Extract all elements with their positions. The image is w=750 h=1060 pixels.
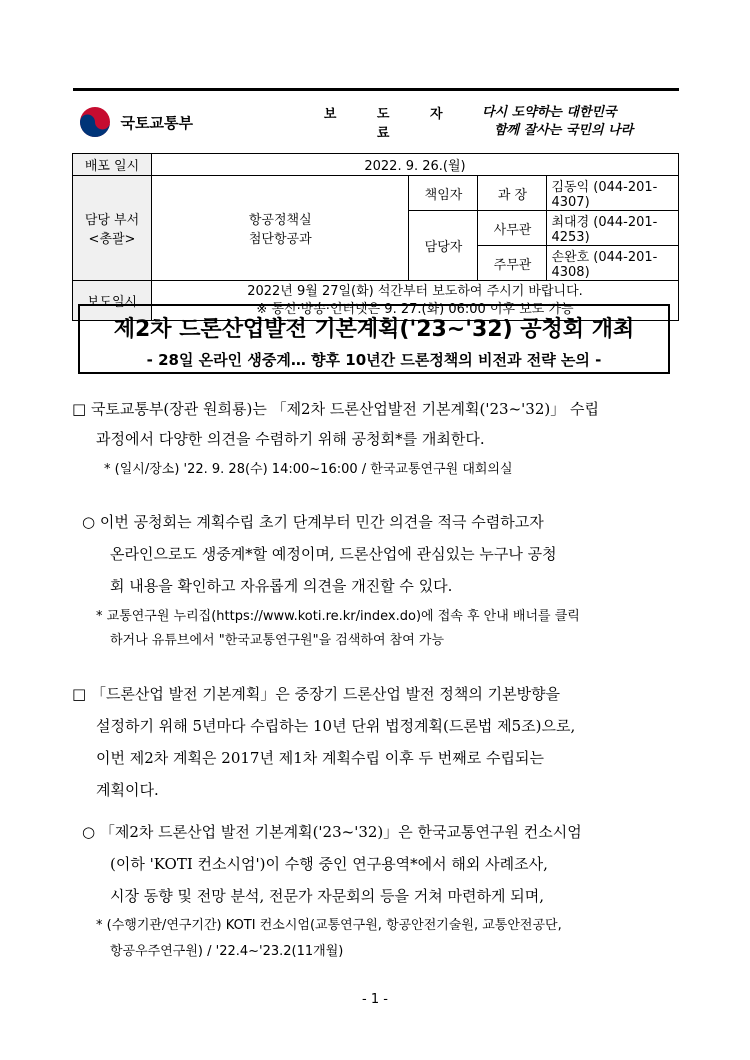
dept-label: 담당 부서: [84, 213, 140, 228]
contact-name-2: 손완호 (044-201-4308): [547, 246, 679, 281]
dept-sub: <총괄>: [88, 232, 136, 247]
header-table: [72, 88, 679, 321]
note-1: * (일시/장소) '22. 9. 28(수) 14:00~16:00 / 한국교통연구원 대회의실: [104, 462, 513, 477]
subhead: - 28일 온라인 생중계… 향후 10년간 드론정책의 비전과 전략 논의 -: [146, 351, 602, 369]
slogan: [478, 90, 679, 154]
release-title: 보 도 자 료: [306, 90, 478, 154]
dept-label-cell: [73, 176, 152, 281]
para-4-line3: 시장 동향 및 전망 분석, 전문가 자문회의 등을 거쳐 마련하게 되며,: [110, 887, 544, 905]
contact-name-1: 최대경 (044-201-4253): [547, 211, 679, 246]
dist-label: 배포 일시: [73, 154, 152, 176]
headline-box: [78, 304, 670, 374]
contact-role-0: 과 장: [478, 176, 547, 211]
para-3-line1: □ 「드론산업 발전 기본계획」은 중장기 드론산업 발전 정책의 기본방향을: [72, 685, 561, 703]
report-line2: ※ 통신·방송·인터넷은 9. 27.(화) 06:00 이후 보도 가능: [256, 301, 574, 317]
note-3-line2: 항공우주연구원) / '22.4~'23.2(11개월): [110, 944, 344, 959]
resp-label: 책임자: [409, 176, 478, 211]
para-2-line1: ○ 이번 공청회는 계획수립 초기 단계부터 민간 의견을 적극 수렴하고자: [82, 513, 544, 531]
ministry-logo: [77, 104, 303, 140]
para-2-line2: 온라인으로도 생중계*할 예정이며, 드론산업에 관심있는 누구나 공청: [110, 545, 557, 563]
dept-2: 첨단항공과: [248, 232, 312, 247]
para-2-line3: 회 내용을 확인하고 자유롭게 의견을 개진할 수 있다.: [110, 577, 453, 595]
para-4-line1: ○ 「제2차 드론산업 발전 기본계획('23~'32)」은 한국교통연구원 컨소시엄: [82, 823, 582, 841]
contact-role-1: 사무관: [478, 211, 547, 246]
para-3-line2: 설정하기 위해 5년마다 수립하는 10년 단위 법정계획(드론법 제5조)으로,: [96, 717, 576, 735]
contact-name-0: 김동익 (044-201-4307): [547, 176, 679, 211]
note-2-line1: * 교통연구원 누리집(https://www.koti.re.kr/index.do)에 접속 후 안내 배너를 클릭: [96, 609, 580, 624]
taegeuk-icon: [77, 104, 113, 140]
slogan-line1: 다시 도약하는 대한민국: [481, 105, 617, 120]
dept-names: [152, 176, 409, 281]
para-1-line2: 과정에서 다양한 의견을 수렴하기 위해 공청회*를 개최한다.: [96, 430, 485, 448]
staff-label: 담당자: [409, 211, 478, 281]
para-3-line3: 이번 제2차 계획은 2017년 제1차 계획수립 이후 두 번째로 수립되는: [96, 749, 544, 767]
ministry-name: 국토교통부: [120, 113, 193, 132]
dept-1: 항공정책실: [248, 213, 312, 228]
headline: 제2차 드론산업발전 기본계획('23~'32) 공청회 개최: [113, 317, 635, 342]
note-3-line1: * (수행기관/연구기간) KOTI 컨소시엄(교통연구원, 항공안전기술원, 교통안전공단,: [96, 918, 562, 933]
dist-date: 2022. 9. 26.(월): [152, 154, 679, 176]
note-2-line2: 하거나 유튜브에서 "한국교통연구원"을 검색하여 참여 가능: [110, 633, 445, 648]
slogan-line2: 함께 잘사는 국민의 나라: [493, 123, 634, 138]
page-number: - 1 -: [362, 992, 388, 1007]
para-4-line2: (이하 'KOTI 컨소시엄')이 수행 중인 연구용역*에서 해외 사례조사,: [110, 855, 548, 873]
para-3-line4: 계획이다.: [96, 781, 159, 799]
report-line1: 2022년 9월 27일(화) 석간부터 보도하여 주시기 바랍니다.: [247, 283, 583, 299]
report-label: 보도일시: [73, 281, 152, 321]
contact-role-2: 주무관: [478, 246, 547, 281]
para-1-line1: □ 국토교통부(장관 원희룡)는 「제2차 드론산업발전 기본계획('23~'32)」 수립: [72, 400, 599, 418]
